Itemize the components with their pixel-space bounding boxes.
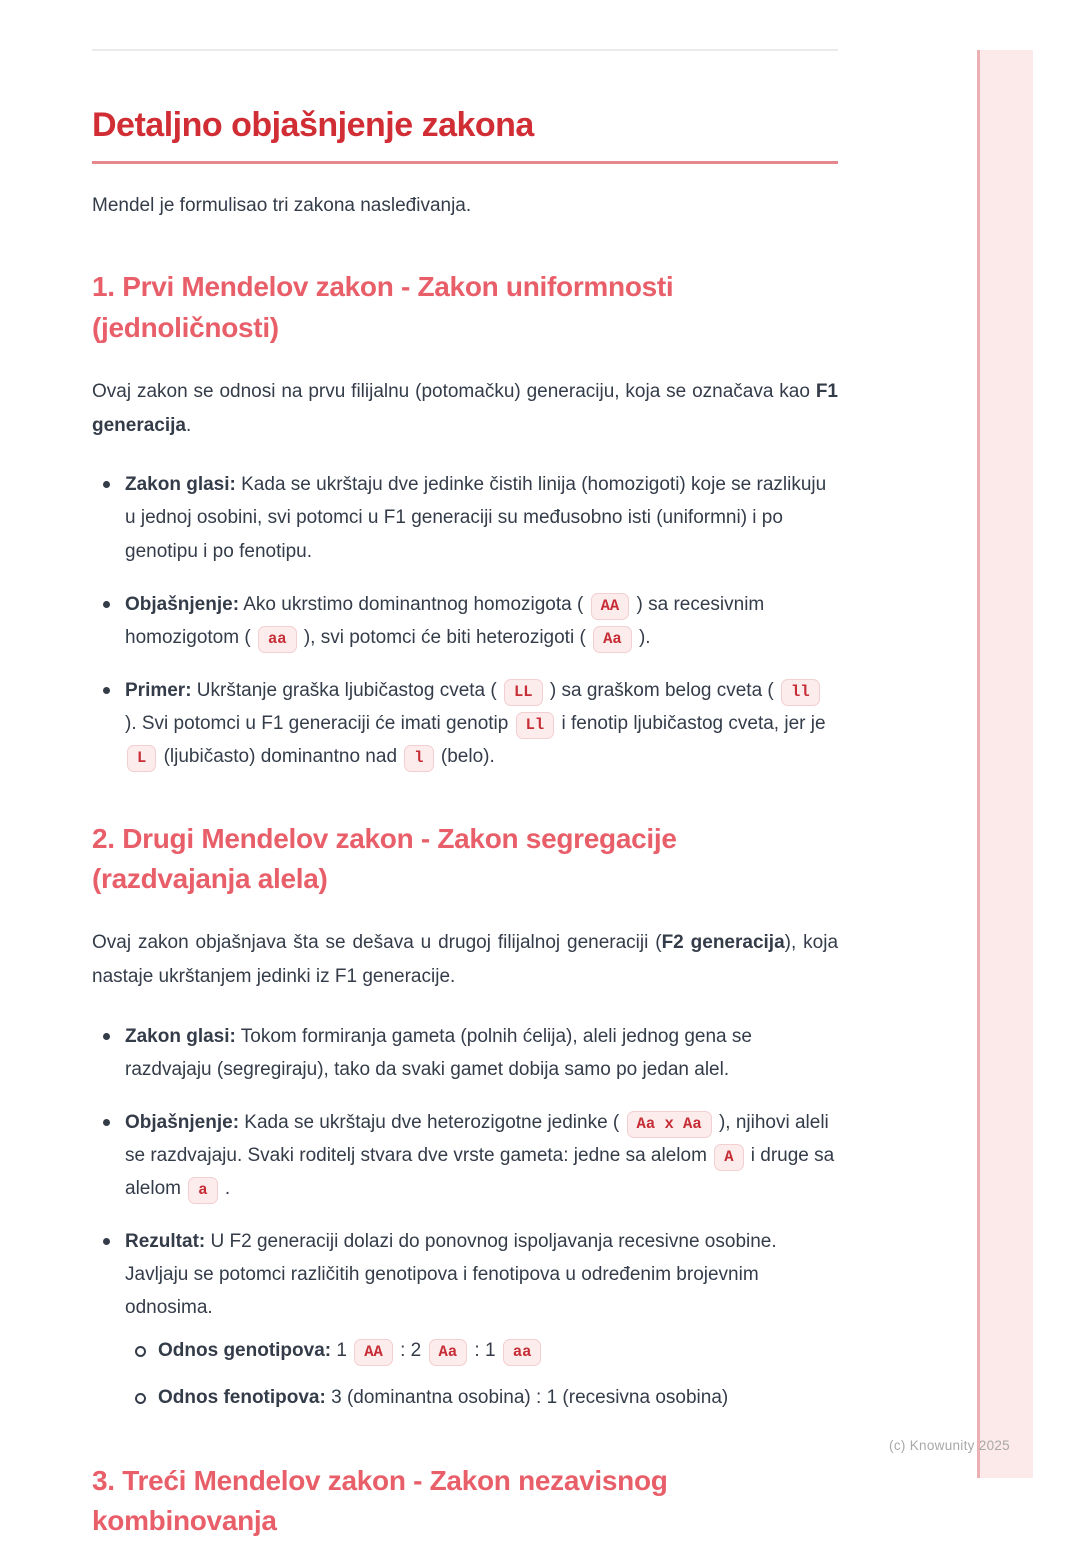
genotype-code-badge: A [714,1144,743,1171]
genotype-code-badge: ll [781,679,820,706]
genotype-code-badge: Aa [593,626,632,653]
genotype-code-badge: Ll [516,712,555,739]
bold-label: Objašnjenje: [125,593,240,615]
bold-label: Zakon glasi: [125,474,236,496]
list-item: Objašnjenje: Kada se ukrštaju dve heterozigotne jedinke ( Aa x Aa ), njihovi aleli se razdvajaju. Svaki roditelj stvara dve vrste gameta: jedne sa alelom A i druge sa alelom a . [125,1106,838,1205]
sections-container [92,267,838,1541]
sub-bullet-list [125,1334,838,1414]
title-underline-divider [92,161,838,164]
list-item: Objašnjenje: Ako ukrstimo dominantnog homozigota ( AA ) sa recesivnim homozigotom ( aa ), svi potomci će biti heterozigoti ( Aa ). [125,588,838,654]
genotype-code-badge: aa [503,1339,542,1366]
list-item: Zakon glasi: Tokom formiranja gameta (polnih ćelija), aleli jednog gena se razdvajaju (segregiraju), tako da svaki gamet dobija samo po jedan alel. [125,1020,838,1086]
sub-list-item: Odnos genotipova: 1 AA : 2 Aa : 1 aa [158,1334,838,1367]
page-title: Detaljno objašnjenje zakona [92,106,534,144]
list-item: Primer: Ukrštanje graška ljubičastog cveta ( LL ) sa graškom belog cveta ( ll ). Svi potomci u F1 generaciji će imati genotip Ll i fenotip ljubičastog cveta, jer je L (ljubičasto) dominantno nad l (belo). [125,674,838,773]
copyright-footer: (c) Knowunity 2025 [889,1438,1010,1453]
genotype-code-badge: Aa x Aa [627,1111,712,1138]
bold-label: Odnos genotipova: [158,1340,332,1362]
intro-paragraph: Mendel je formulisao tri zakona nasleđivanja. [92,194,472,216]
sub-list-item: Odnos fenotipova: 3 (dominantna osobina) : 1 (recesivna osobina) [158,1381,838,1414]
genotype-code-badge: aa [258,626,297,653]
bold-label: F1 generacija [92,380,838,436]
section-heading-1: 1. Prvi Mendelov zakon - Zakon uniformnosti (jednoličnosti) [92,271,674,343]
list-item: Rezultat: U F2 generaciji dolazi do ponovnog ispoljavanja recesivne osobine. Javljaju se potomci različitih genotipova i fenotipova u određenim brojevnim odnosima. Odnos genotipova: 1 AA : 2 Aa : 1 aa Odnos fenotipova: 3 (dominantna osobina) : 1 (recesivna osobina) [125,1225,838,1414]
bullet-list [92,1020,838,1414]
section-intro-paragraph: Ovaj zakon se odnosi na prvu filijalnu (potomačku) generaciju, koja se označava kao F1 generacija. [92,380,838,436]
genotype-code-badge: AA [354,1339,393,1366]
bold-label: Objašnjenje: [125,1112,240,1134]
genotype-code-badge: Aa [429,1339,468,1366]
genotype-code-badge: a [188,1177,217,1204]
bold-label: Zakon glasi: [125,1026,236,1048]
bold-label: F2 generacija [661,932,785,954]
genotype-code-badge: l [404,745,433,772]
section-heading-3: 3. Treći Mendelov zakon - Zakon nezavisnog kombinovanja [92,1464,668,1536]
section-heading-2: 2. Drugi Mendelov zakon - Zakon segregacije (razdvajanja alela) [92,822,677,895]
bold-label: Rezultat: [125,1231,206,1253]
genotype-code-badge: AA [591,593,630,620]
top-hairline-divider [92,49,838,51]
bullet-list [92,468,838,772]
genotype-code-badge: L [127,745,156,772]
document-body [92,0,838,1541]
bold-label: Primer: [125,679,192,701]
list-item: Zakon glasi: Kada se ukrštaju dve jedinke čistih linija (homozigoti) koje se razlikuju u jednoj osobini, svi potomci u F1 generaciji su međusobno isti (uniformni) i po genotipu i po fenotipu. [125,468,838,567]
page-margin-strip [977,50,1033,1478]
genotype-code-badge: LL [504,679,543,706]
section-intro-paragraph: Ovaj zakon objašnjava šta se dešava u drugoj filijalnoj generaciji (F2 generacija), koja nastaje ukrštanjem jedinki iz F1 generacije. [92,932,839,988]
bold-label: Odnos fenotipova: [158,1387,326,1409]
